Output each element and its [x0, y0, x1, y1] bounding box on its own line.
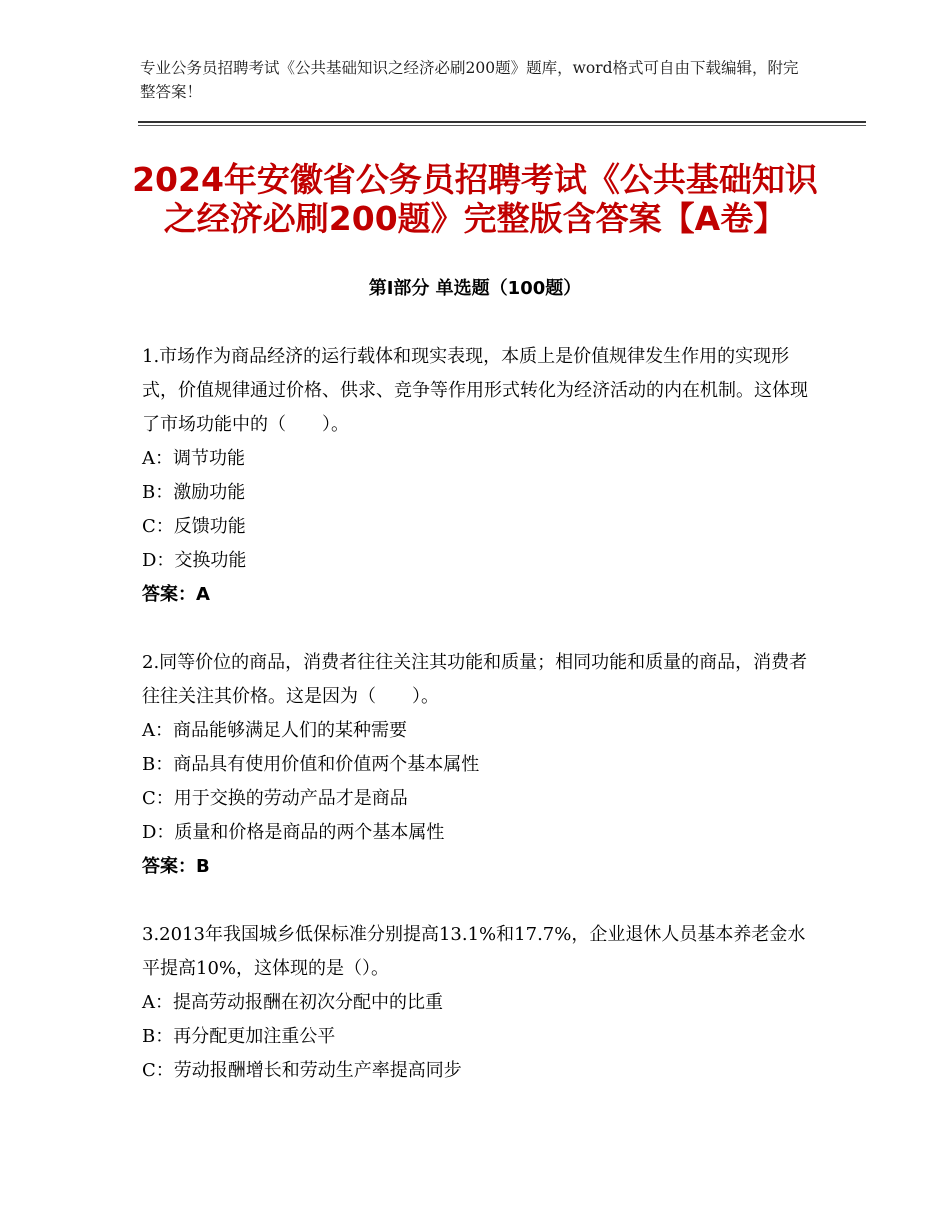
question-2 — [142, 646, 812, 884]
header-divider-thick-line — [138, 121, 866, 123]
header-divider-thin-line — [138, 125, 866, 126]
section-heading: 第Ⅰ部分 单选题（100题） — [368, 278, 582, 299]
option-c: C：用于交换的劳动产品才是商品 — [142, 788, 408, 809]
question-answer: 答案：A — [142, 584, 210, 605]
option-c: C：反馈功能 — [142, 516, 246, 537]
question-list — [142, 340, 812, 1122]
option-a: A：提高劳动报酬在初次分配中的比重 — [142, 992, 443, 1013]
header-note: 专业公务员招聘考试《公共基础知识之经济必刷200题》题库，word格式可自由下载编辑，附完整答案！ — [140, 59, 799, 101]
option-b: B：商品具有使用价值和价值两个基本属性 — [142, 754, 480, 775]
option-b: B：激励功能 — [142, 482, 246, 503]
question-stem: 3.2013年我国城乡低保标准分别提高13.1%和17.7%，企业退休人员基本养老金水平提高10%，这体现的是（）。 — [142, 924, 806, 979]
option-d: D：交换功能 — [142, 550, 247, 571]
option-c: C：劳动报酬增长和劳动生产率提高同步 — [142, 1060, 462, 1081]
question-3 — [142, 918, 812, 1088]
option-d: D：质量和价格是商品的两个基本属性 — [142, 822, 445, 843]
question-answer: 答案：B — [142, 856, 210, 877]
question-stem: 1.市场作为商品经济的运行载体和现实表现，本质上是价值规律发生作用的实现形式，价值规律通过价格、供求、竞争等作用形式转化为经济活动的内在机制。这体现了市场功能中的（ ）。 — [142, 346, 808, 435]
document-title: 2024年安徽省公务员招聘考试《公共基础知识之经济必刷200题》完整版含答案【A卷】 — [132, 160, 818, 238]
question-stem: 2.同等价位的商品，消费者往往关注其功能和质量；相同功能和质量的商品，消费者往往关注其价格。这是因为（ ）。 — [142, 652, 808, 707]
option-a: A：商品能够满足人们的某种需要 — [142, 720, 407, 741]
header-divider — [138, 121, 866, 127]
question-1 — [142, 340, 812, 612]
option-b: B：再分配更加注重公平 — [142, 1026, 336, 1047]
option-a: A：调节功能 — [142, 448, 245, 469]
